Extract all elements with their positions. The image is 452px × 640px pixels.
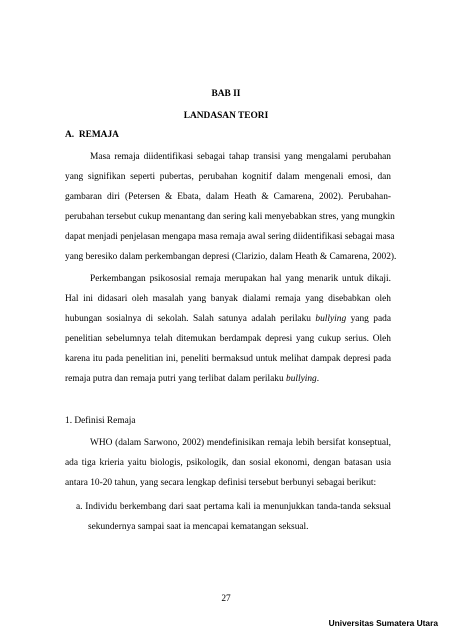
paragraph-line: antara 10-20 tahun, yang secara lengkap definisi tersebut berbunyi sebagai berikut: xyxy=(65,478,377,488)
subsection-heading: 1. Definisi Remaja xyxy=(65,416,136,426)
paragraph-line: ada tiga krieria yaitu biologis, psikologik, dan sosial ekonomi, dengan batasan usia xyxy=(65,458,391,468)
section-title: REMAJA xyxy=(78,130,119,140)
paragraph-line: perubahan tersebut cukup menantang dan sering kali menyebabkan stres, yang mungkin xyxy=(65,212,395,222)
paragraph-line: karena itu pada penelitian ini, peneliti bermaksud untuk melihat dampak depresi pada xyxy=(65,354,391,364)
emphasis-bullying: bullying xyxy=(286,374,317,384)
list-item-continuation: sekundernya sampai saat ia mencapai kematangan seksual. xyxy=(88,522,309,532)
paragraph-line: yang signifikan seperti pubertas, perubahan kognitif dalam mengenali emosi, dan xyxy=(65,172,391,182)
paragraph-line: remaja putra dan remaja putri yang terlibat dalam perilaku bullying. xyxy=(65,374,320,384)
paragraph-line: hubungan sosialnya di sekolah. Salah satunya adalah perilaku bullying yang pada xyxy=(65,314,391,324)
footer-university: Universitas Sumatera Utara xyxy=(328,618,438,628)
paragraph-line: Masa remaja diidentifikasi sebagai tahap transisi yang mengalami perubahan xyxy=(90,152,391,162)
paragraph-line: penelitian sebelumnya telah ditemukan berdampak depresi yang cukup serius. Oleh xyxy=(65,334,391,344)
paragraph-line: yang beresiko dalam perkembangan depresi (Clarizio, dalam Heath & Camarena, 2002). xyxy=(65,252,397,262)
paragraph-line: WHO (dalam Sarwono, 2002) mendefinisikan remaja lebih bersifat konseptual, xyxy=(90,438,391,448)
paragraph-line: Hal ini didasari oleh masalah yang banyak dialami remaja yang disebabkan oleh xyxy=(65,294,391,304)
section-label: A. xyxy=(65,130,75,140)
emphasis-bullying: bullying xyxy=(315,314,347,324)
chapter-title: LANDASAN TEORI xyxy=(183,111,269,121)
chapter-heading: BAB II xyxy=(211,89,241,99)
section-heading xyxy=(65,129,119,141)
paragraph-line: Perkembangan psikososial remaja merupakan hal yang menarik untuk dikaji. xyxy=(90,274,391,284)
page-number: 27 xyxy=(221,594,231,604)
list-item: a. Individu berkembang dari saat pertama kali ia menunjukkan tanda-tanda seksual xyxy=(76,502,391,512)
paragraph-line: dapat menjadi penjelasan mengapa masa remaja awal sering diidentifikasi sebagai masa xyxy=(65,232,395,242)
paragraph-line: gambaran diri (Petersen & Ebata, dalam Heath & Camarena, 2002). Perubahan- xyxy=(65,192,391,202)
